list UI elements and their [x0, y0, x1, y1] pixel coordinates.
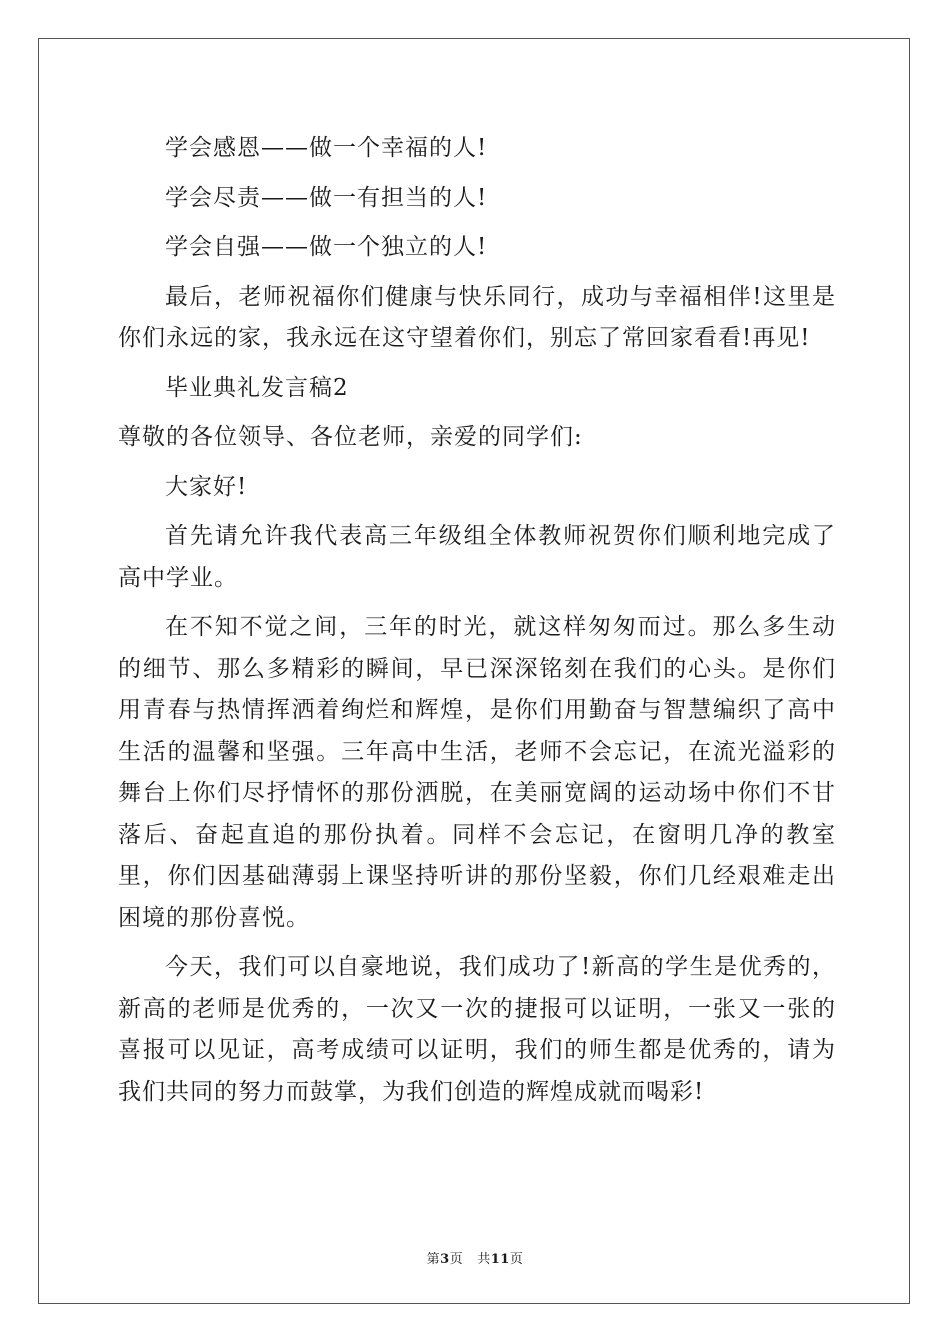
paragraph-2: 学会尽责——做一有担当的人! [165, 184, 488, 211]
footer-total-prefix: 共 [477, 1252, 491, 1267]
salutation: 尊敬的各位领导、各位老师，亲爱的同学们: [118, 424, 583, 450]
footer-page-total: 11 [490, 1252, 510, 1267]
paragraph-10: 今天，我们可以自豪地说，我们成功了!新高的学生是优秀的，新高的老师是优秀的，一次又一次的捷报可以证明，一张又一张的喜报可以见证，高考成绩可以证明，我们的师生都是优秀的，请为我们共同的努力而鼓掌，为我们创造的辉煌成就而喝彩! [118, 954, 836, 1105]
page-footer [0, 1248, 950, 1267]
paragraph-3: 学会自强——做一个独立的人! [165, 234, 488, 260]
paragraph-9: 在不知不觉之间，三年的时光，就这样匆匆而过。那么多生动的细节、那么多精彩的瞬间，早已深深铭刻在我们的心头。是你们用青春与热情挥洒着绚烂和辉煌，是你们用勤奋与智慧编织了高中生活的温馨和坚强。三年高中生活，老师不会忘记，在流光溢彩的舞台上你们尽抒情怀的那份洒脱，在美丽宽阔的运动场中你们不甘落后、奋起直追的那份执着。同样不会忘记，在窗明几净的教室里，你们因基础薄弱上课坚持听讲的那份坚毅，你们几经艰难走出困境的那份喜悦。 [118, 614, 836, 931]
footer-page-prefix: 第 [426, 1252, 441, 1267]
paragraph-4: 最后，老师祝福你们健康与快乐同行，成功与幸福相伴!这里是你们永远的家，我永远在这守望着你们，别忘了常回家看看!再见! [118, 283, 836, 351]
paragraph-1: 学会感恩——做一个幸福的人! [165, 135, 488, 161]
section-heading: 毕业典礼发言稿2 [165, 374, 349, 401]
footer-total-suffix: 页 [509, 1252, 524, 1267]
document-body [118, 128, 836, 1121]
greeting: 大家好! [165, 473, 248, 500]
footer-page-current: 3 [440, 1252, 450, 1267]
paragraph-8: 首先请允许我代表高三年级组全体教师祝贺你们顺利地完成了高中学业。 [118, 523, 836, 591]
footer-page-mid: 页 [449, 1252, 464, 1267]
